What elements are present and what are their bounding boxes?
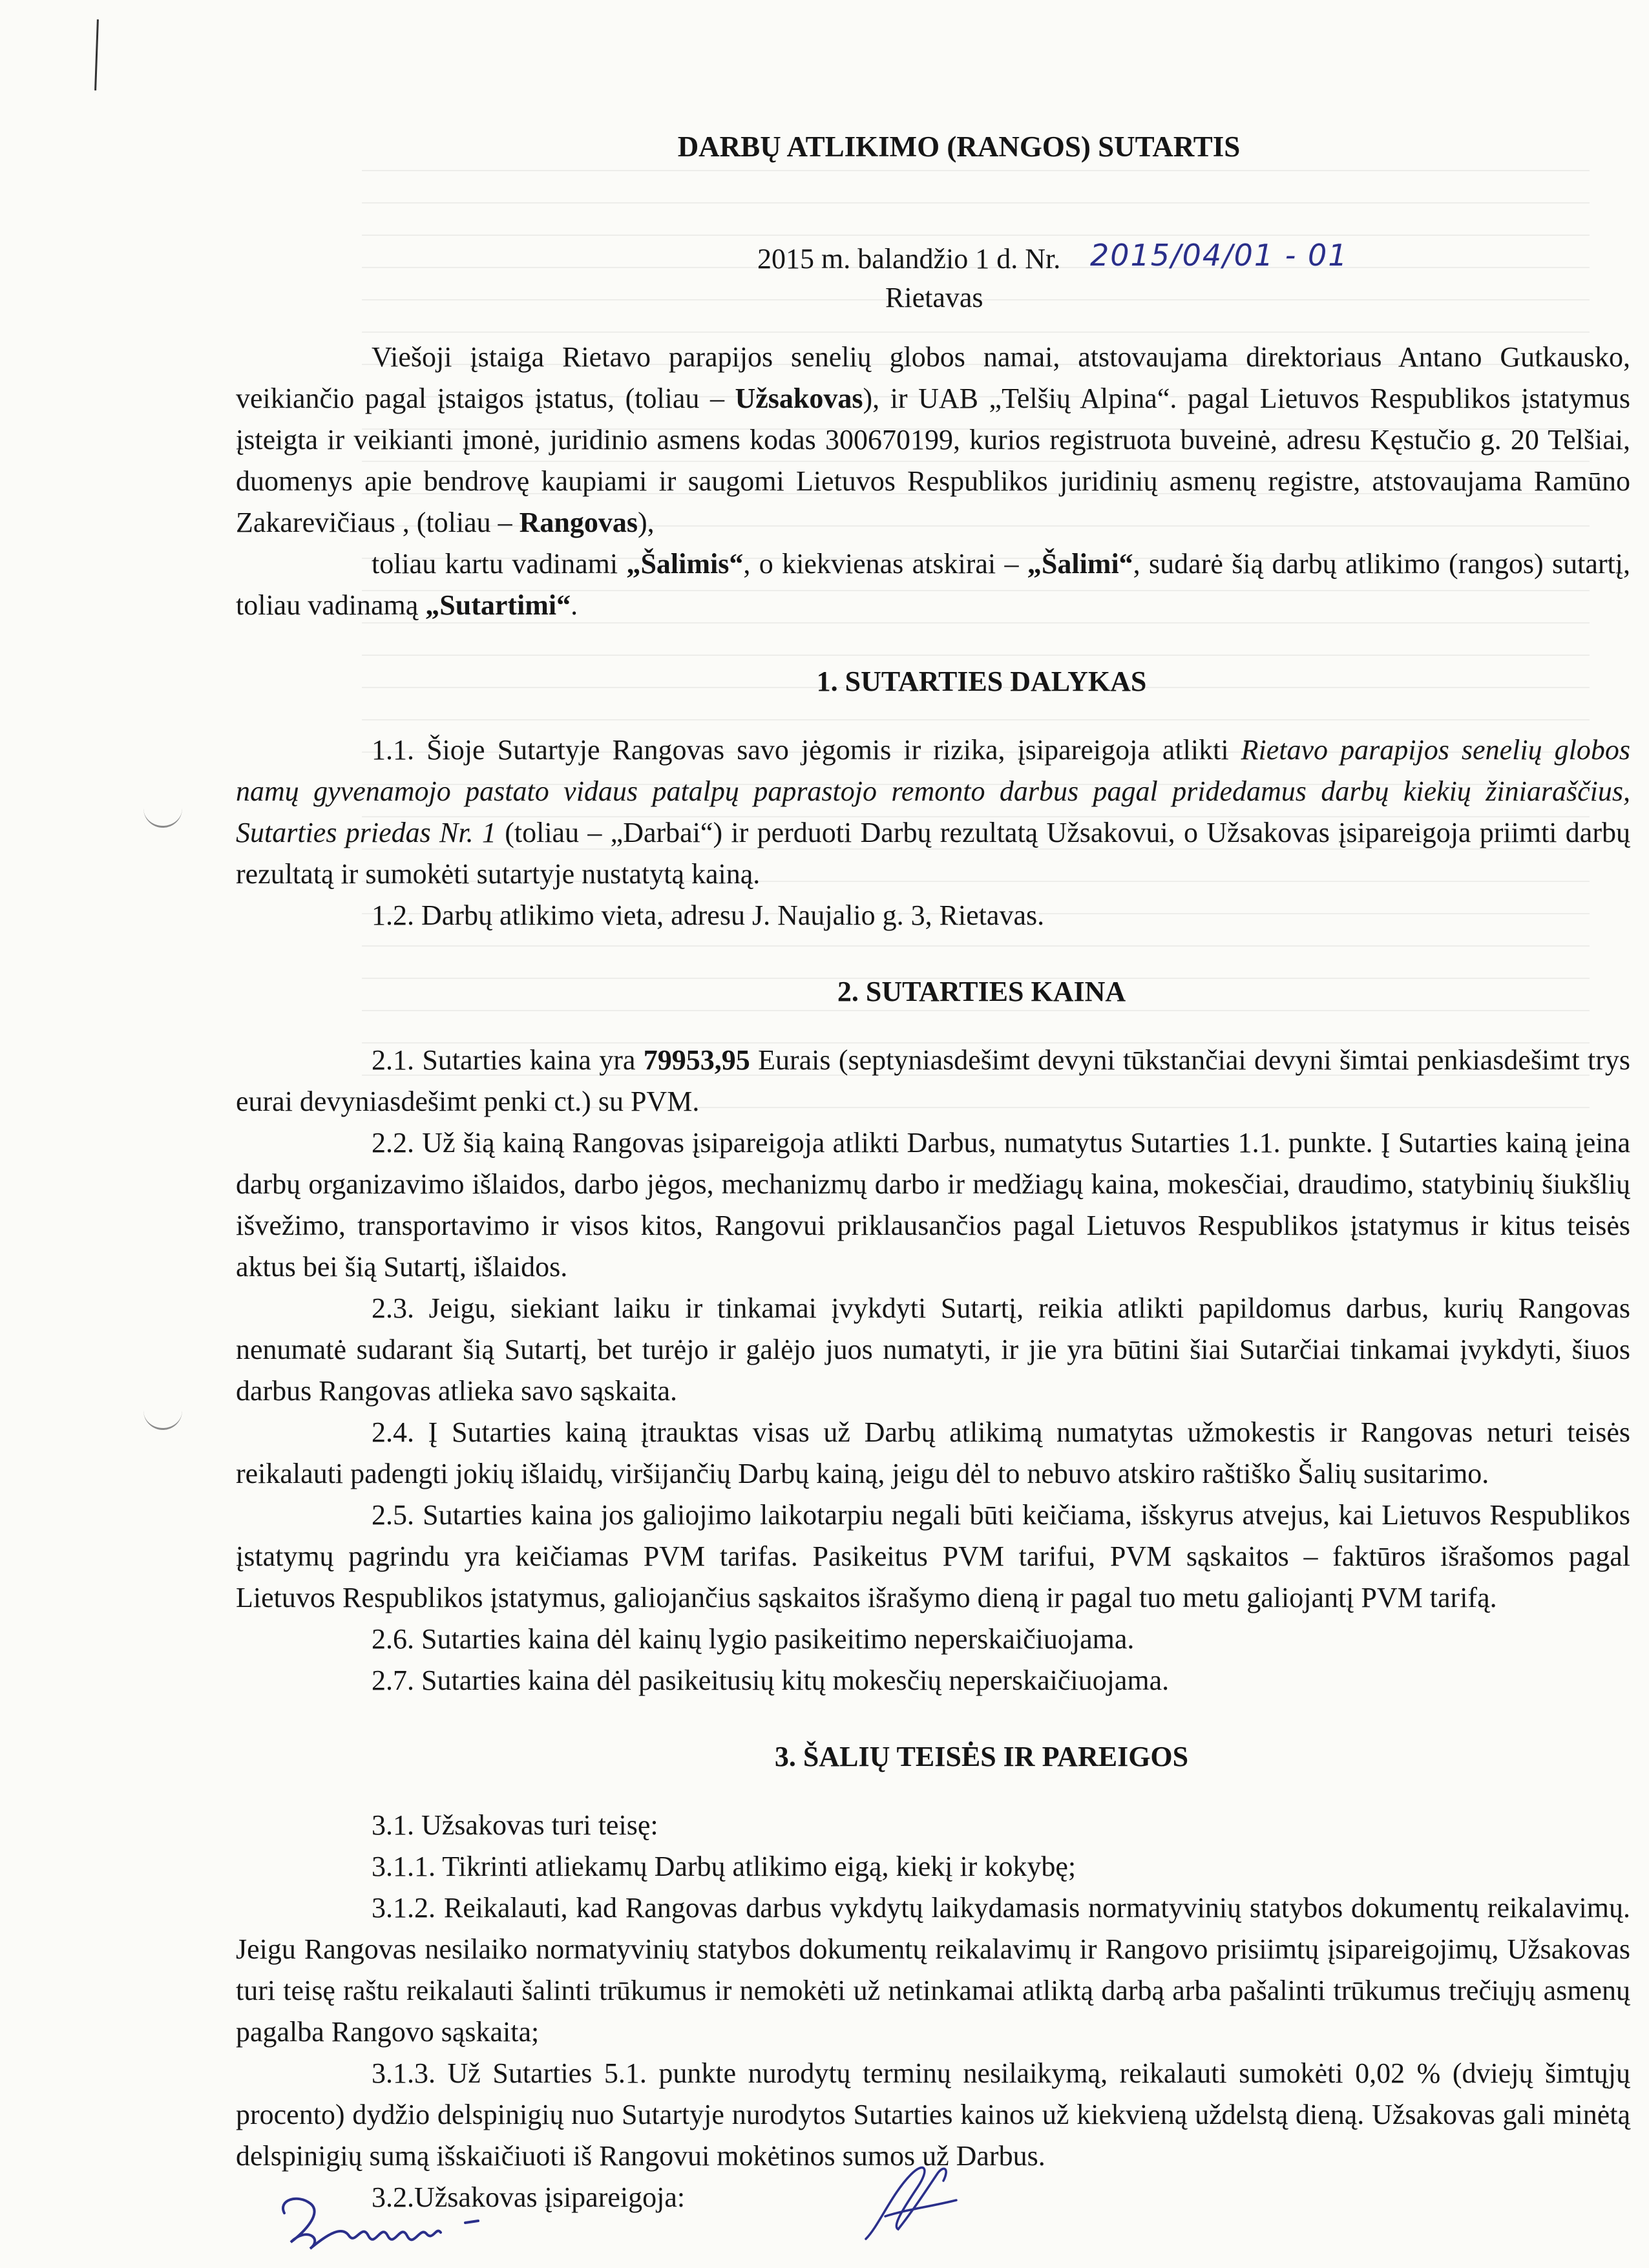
handwritten-contract-number: 2015/04/01 - 01 bbox=[1090, 238, 1349, 273]
handwritten-signature-left bbox=[271, 2187, 517, 2258]
clause-3-1-1: 3.1.1. Tikrinti atliekamų Darbų atlikimo eigą, kiekį ir kokybę; bbox=[372, 1851, 1077, 1882]
punch-hole-mark bbox=[143, 1402, 182, 1430]
intro-paragraph-definitions: toliau kartu vadinami „Šalimis“, o kiekvienas atskirai – „Šalimi“, sudarė šią darbų atlikimo (rangos) sutartį, toliau vadinamą „Sutartimi“. bbox=[236, 548, 1631, 621]
handwritten-signature-right bbox=[853, 2155, 963, 2252]
document-title: DARBŲ ATLIKIMO (RANGOS) SUTARTIS bbox=[677, 131, 1241, 163]
clause-2-6: 2.6. Sutarties kaina dėl kainų lygio pasikeitimo neperskaičiuojama. bbox=[372, 1623, 1135, 1655]
section-heading: 1. SUTARTIES DALYKAS bbox=[816, 666, 1147, 697]
clause-2-5: 2.5. Sutarties kaina jos galiojimo laikotarpiu negali būti keičiama, išskyrus atvejus, kai Lietuvos Respublikos įstatymų pagrindu yra keičiamas PVM tarifas. Pasikeitus PVM tarifui, PVM sąskaitos – faktūros išrašomos pagal Lietuvos Respublikos įstatymus, galiojančius sąskaitos išrašymo dieną ir pagal tuo metu galiojantį PVM tarifą. bbox=[236, 1499, 1630, 1613]
clause-1-1: 1.1. Šioje Sutartyje Rangovas savo jėgomis ir rizika, įsipareigoja atlikti Rietavo parapijos senelių globos namų gyvenamojo pastato vidaus patalpų paprastojo remonto darbus pagal pridedamus darbų kiekių žiniaraščius, Sutarties priedas Nr. 1 (toliau – „Darbai“) ir perduoti Darbų rezultatą Užsakovui, o Užsakovas įsipareigoja priimti darbų rezultatą ir sumokėti sutartyje nustatytą kainą. bbox=[236, 734, 1631, 890]
document-body bbox=[236, 126, 1630, 2218]
margin-pen-mark bbox=[94, 19, 99, 90]
clause-2-3: 2.3. Jeigu, siekiant laiku ir tinkamai įvykdyti Sutartį, reikia atlikti papildomus darbus, kurių Rangovas nenumatė sudarant šią Sutartį, bet turėjo ir galėjo juos numatyti, ir jie yra būtini šiai Sutarčiai tinkamai įvykdyti, šiuos darbus Rangovas atlieka savo sąskaita. bbox=[236, 1292, 1630, 1407]
clause-3-2: 3.2.Užsakovas įsipareigoja: bbox=[372, 2181, 686, 2213]
clause-1-2: 1.2. Darbų atlikimo vieta, adresu J. Naujalio g. 3, Rietavas. bbox=[372, 899, 1045, 931]
clause-2-7: 2.7. Sutarties kaina dėl pasikeitusių kitų mokesčių neperskaičiuojama. bbox=[372, 1664, 1170, 1696]
date-line bbox=[236, 238, 1630, 313]
intro-paragraph-parties: Viešoji įstaiga Rietavo parapijos senelių globos namai, atstovaujama direktoriaus Antano Gutkausko, veikiančio pagal įstaigos įstatus, (toliau – Užsakovas), ir UAB „Telšių Alpina“. pagal Lietuvos Respublikos įstatymus įsteigta ir veikianti įmonė, juridinio asmens kodas 300670199, kurios registruota buveinė, adresu Kęstučio g. 20 Telšiai, duomenys apie bendrovę kaupiami ir saugomi Lietuvos Respublikos juridinių asmenų registre, atstovaujama Ramūno Zakarevičiaus , (toliau – Rangovas), bbox=[236, 341, 1630, 538]
clause-2-1: 2.1. Sutarties kaina yra 79953,95 Eurais (septyniasdešimt devyni tūkstančiai devyni šimtai penkiasdešimt trys eurai devyniasdešimt penki ct.) su PVM. bbox=[236, 1044, 1630, 1117]
clause-3-1: 3.1. Užsakovas turi teisę: bbox=[372, 1809, 658, 1841]
clause-2-4: 2.4. Į Sutarties kainą įtrauktas visas už Darbų atlikimą numatytas užmokestis ir Rangovas neturi teisės reikalauti padengti jokių išlaidų, viršijančių Darbų kainą, jeigu dėl to nebuvo atskiro raštiško Šalių susitarimo. bbox=[236, 1416, 1630, 1489]
contract-date: 2015 m. balandžio 1 d. Nr. bbox=[757, 243, 1061, 275]
section-heading: 2. SUTARTIES KAINA bbox=[837, 976, 1126, 1007]
clause-2-2: 2.2. Už šią kainą Rangovas įsipareigoja atlikti Darbus, numatytus Sutarties 1.1. punkte. Į Sutarties kainą įeina darbų organizavimo išlaidos, darbo jėgos, mechanizmų darbo ir medžiagų kaina, mokesčiai, draudimo, statybinių šiukšlių išvežimo, transportavimo ir visos kitos, Rangovui priklausančios pagal Lietuvos Respublikos įstatymus ir kitus teisės aktus bei šią Sutartį, išlaidos. bbox=[236, 1127, 1630, 1283]
contract-city: Rietavas bbox=[885, 282, 983, 313]
clause-3-1-3: 3.1.3. Už Sutarties 5.1. punkte nurodytų terminų nesilaikymą, reikalauti sumokėti 0,02 % (dviejų šimtųjų procento) dydžio delspinigių nuo Sutartyje nurodytos Sutarties kainos už kiekvieną uždelstą dieną. Užsakovas gali minėtą delspinigių sumą išskaičiuoti iš Rangovui mokėtinos sumos už Darbus. bbox=[236, 2057, 1630, 2172]
punch-hole-mark bbox=[143, 800, 182, 828]
section-heading: 3. ŠALIŲ TEISĖS IR PAREIGOS bbox=[774, 1741, 1189, 1772]
clause-3-1-2: 3.1.2. Reikalauti, kad Rangovas darbus vykdytų laikydamasis normatyvinių statybos dokumentų reikalavimų. Jeigu Rangovas nesilaiko normatyvinių statybos dokumentų reikalavimų ir Rangovo prisiimtų įsipareigojimų, Užsakovas turi teisę raštu reikalauti šalinti trūkumus ir nemokėti už netinkamai atliktą darbą arba pašalinti trūkumus trečiųjų asmenų pagalba Rangovo sąskaita; bbox=[236, 1892, 1630, 2048]
intro-block bbox=[236, 337, 1630, 626]
